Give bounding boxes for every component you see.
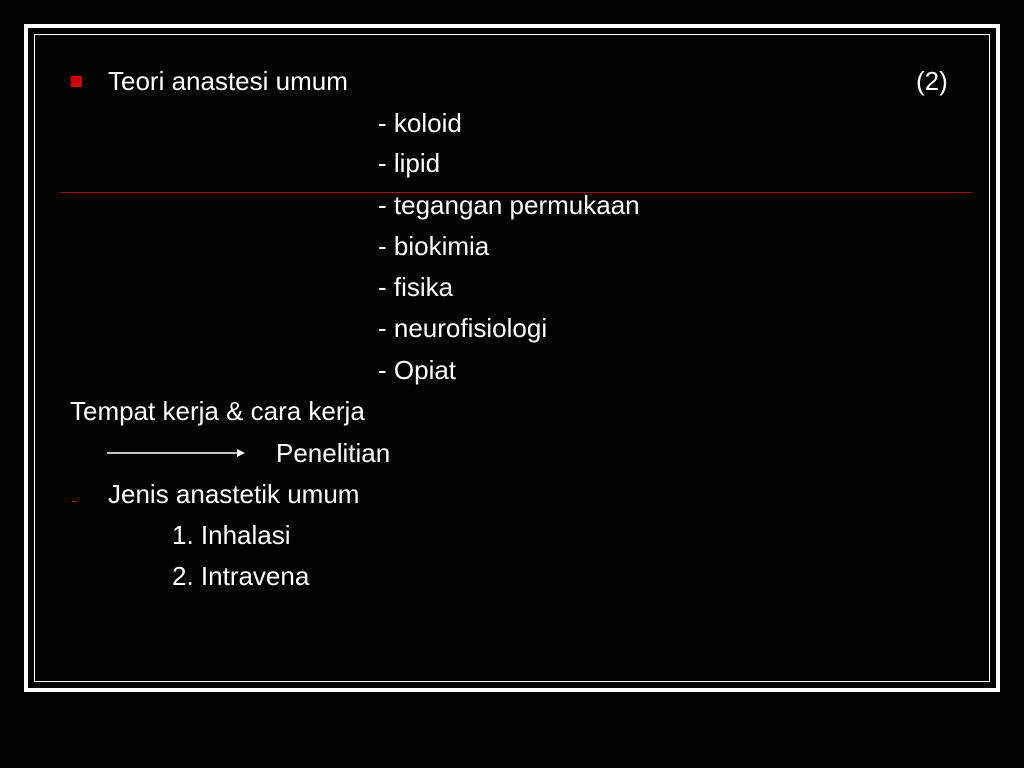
red-square-bullet-icon [71,76,82,87]
slide-title: Teori anastesi umum [108,66,348,96]
page-marker: (2) [916,66,948,96]
theory-item: - koloid [378,108,462,138]
theory-item: - fisika [378,272,454,302]
theory-item: - tegangan permukaan [378,190,640,220]
right-arrow-icon [107,446,245,460]
theory-item: - lipid [378,148,441,178]
types-heading: Jenis anastetik umum [108,479,360,509]
type-item: 2. Intravena [172,561,310,591]
type-item: 1. Inhalasi [172,520,291,550]
theory-item: - Opiat [378,355,457,385]
theory-item: - neurofisiologi [378,313,548,343]
red-dash-bullet-icon: - [72,492,77,508]
research-label: Penelitian [276,438,391,468]
theory-item: - biokimia [378,231,490,261]
work-place-heading: Tempat kerja & cara kerja [70,396,365,426]
